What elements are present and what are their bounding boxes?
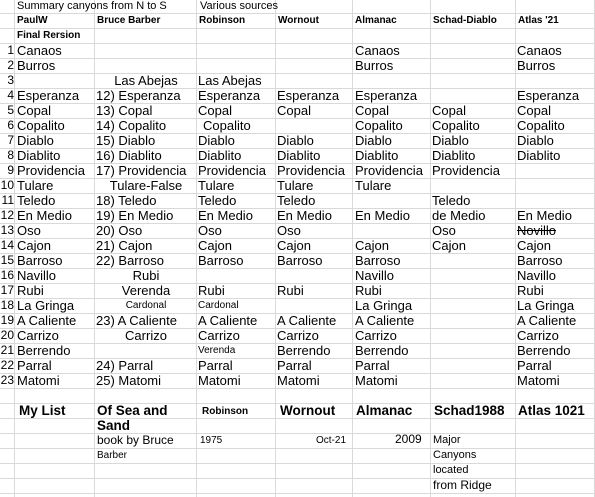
cell-r7-c6[interactable]: Diablo <box>432 133 469 148</box>
cell-r8-c1[interactable]: Diablito <box>17 148 61 163</box>
row-number[interactable]: 3 <box>7 73 14 87</box>
footer-my-list[interactable]: My List <box>19 403 66 418</box>
footer-almanac[interactable]: Almanac <box>356 403 413 418</box>
cell-r4-c3[interactable]: Esperanza <box>198 88 261 103</box>
cell-r10-c4[interactable]: Tulare <box>277 178 314 193</box>
gridline <box>0 268 595 269</box>
cell-r5-c7[interactable]: Copal <box>517 103 551 118</box>
header-almanac[interactable]: Almanac <box>355 15 397 26</box>
header-wornout[interactable]: Wornout <box>278 15 319 26</box>
cell-r19-c7[interactable]: A Caliente <box>517 313 577 328</box>
footer-schad-canyons[interactable]: Canyons <box>433 449 477 461</box>
cell-r14-c4[interactable]: Cajon <box>277 238 311 253</box>
gridline <box>515 0 516 497</box>
cell-r8-c3[interactable]: Diablito <box>198 148 242 163</box>
footer-wornout-date[interactable]: Oct-21 <box>316 435 347 446</box>
cell-r19-c2[interactable]: 23) A Caliente <box>96 313 177 328</box>
cell-r15-c4[interactable]: Barroso <box>277 253 323 268</box>
header-robinson[interactable]: Robinson <box>199 15 246 26</box>
cell-r4-c1[interactable]: Esperanza <box>17 88 80 103</box>
cell-r2-c7[interactable]: Burros <box>517 58 556 73</box>
cell-r11-c4[interactable]: Teledo <box>277 193 316 208</box>
gridline <box>196 0 197 497</box>
cell-r20-c7[interactable]: Carrizo <box>517 328 559 343</box>
cell-r13-c3[interactable]: Oso <box>198 223 222 238</box>
row-number[interactable]: 23 <box>0 373 14 387</box>
cell-r5-c1[interactable]: Copal <box>17 103 51 118</box>
cell-r6-c5[interactable]: Copalito <box>355 118 403 133</box>
gridline <box>14 0 15 497</box>
cell-r21-c4[interactable]: Berrendo <box>277 343 331 358</box>
row-number[interactable]: 13 <box>0 223 14 237</box>
cell-r2-c5[interactable]: Burros <box>355 58 394 73</box>
cell-r3-c2[interactable]: Las Abejas <box>114 73 178 88</box>
gridline <box>430 0 431 497</box>
cell-r4-c5[interactable]: Esperanza <box>355 88 418 103</box>
gridline <box>0 118 595 119</box>
various-sources-cell[interactable]: Various sources <box>200 0 279 12</box>
row-number[interactable]: 14 <box>0 238 14 252</box>
gridline <box>352 0 353 497</box>
cell-r9-c1[interactable]: Providencia <box>17 163 85 178</box>
cell-r7-c7[interactable]: Diablo <box>517 133 554 148</box>
cell-r15-c2[interactable]: 22) Barroso <box>96 253 164 268</box>
cell-r10-c5[interactable]: Tulare <box>355 178 392 193</box>
cell-r17-c7[interactable]: Rubi <box>517 283 544 298</box>
cell-r18-c1[interactable]: La Gringa <box>17 298 75 313</box>
cell-r14-c5[interactable]: Cajon <box>355 238 389 253</box>
footer-almanac-year[interactable]: 2009 <box>395 432 422 446</box>
cell-r21-c5[interactable]: Berrendo <box>355 343 409 358</box>
cell-r23-c4[interactable]: Matomi <box>277 373 320 388</box>
cell-r5-c5[interactable]: Copal <box>355 103 389 118</box>
cell-r22-c5[interactable]: Parral <box>355 358 390 373</box>
cell-r9-c3[interactable]: Providencia <box>198 163 266 178</box>
header-paulw[interactable]: PaulW <box>17 15 48 26</box>
cell-r7-c3[interactable]: Diablo <box>198 133 235 148</box>
cell-r21-c7[interactable]: Berrendo <box>517 343 571 358</box>
footer-sand[interactable]: Sand <box>97 418 131 433</box>
row-number[interactable]: 17 <box>0 283 14 297</box>
footer-robinson[interactable]: Robinson <box>202 406 249 417</box>
row-number[interactable]: 21 <box>0 343 14 357</box>
cell-r4-c2[interactable]: 12) Esperanza <box>96 88 181 103</box>
cell-r10-c2[interactable]: Tulare-False <box>109 178 183 193</box>
cell-r18-c7[interactable]: La Gringa <box>517 298 575 313</box>
footer-schad1988[interactable]: Schad1988 <box>434 403 505 418</box>
cell-r22-c3[interactable]: Parral <box>198 358 233 373</box>
cell-r22-c2[interactable]: 24) Parral <box>96 358 154 373</box>
cell-r15-c7[interactable]: Barroso <box>517 253 563 268</box>
cell-r5-c6[interactable]: Copal <box>432 103 466 118</box>
header-atlas-21[interactable]: Atlas '21 <box>518 15 559 26</box>
cell-r12-c3[interactable]: En Medio <box>198 208 253 223</box>
gridline <box>0 448 595 449</box>
cell-r9-c6[interactable]: Providencia <box>432 163 500 178</box>
gridline <box>0 58 595 59</box>
row-number[interactable]: 11 <box>1 193 14 207</box>
cell-r6-c2[interactable]: 14) Copalito <box>96 118 167 133</box>
cell-r12-c6[interactable]: de Medio <box>432 208 486 223</box>
cell-r5-c4[interactable]: Copal <box>277 103 311 118</box>
header-bruce-barber[interactable]: Bruce Barber <box>97 15 161 26</box>
cell-r11-c6[interactable]: Teledo <box>432 193 471 208</box>
cell-r19-c3[interactable]: A Caliente <box>198 313 258 328</box>
cell-r23-c7[interactable]: Matomi <box>517 373 560 388</box>
row-number[interactable]: 15 <box>0 253 14 267</box>
row-number[interactable]: 6 <box>7 118 14 132</box>
cell-r16-c7[interactable]: Navillo <box>517 268 557 283</box>
cell-r9-c5[interactable]: Providencia <box>355 163 423 178</box>
cell-r13-c4[interactable]: Oso <box>277 223 301 238</box>
cell-r23-c5[interactable]: Matomi <box>355 373 398 388</box>
cell-r1-c1[interactable]: Canaos <box>17 43 62 58</box>
cell-r11-c3[interactable]: Teledo <box>198 193 237 208</box>
row-number[interactable]: 8 <box>7 148 14 162</box>
row-number[interactable]: 5 <box>7 103 14 117</box>
cell-r7-c1[interactable]: Diablo <box>17 133 54 148</box>
cell-r19-c5[interactable]: A Caliente <box>355 313 415 328</box>
footer-atlas-1021[interactable]: Atlas 1021 <box>518 403 585 418</box>
cell-r2-c1[interactable]: Burros <box>17 58 56 73</box>
gridline <box>0 418 595 419</box>
cell-r20-c3[interactable]: Carrizo <box>198 328 240 343</box>
cell-r5-c2[interactable]: 13) Copal <box>96 103 153 118</box>
cell-r17-c4[interactable]: Rubi <box>277 283 304 298</box>
cell-r17-c3[interactable]: Rubi <box>198 283 225 298</box>
gridline <box>0 463 595 464</box>
footer-wornout[interactable]: Wornout <box>280 403 336 418</box>
cell-r8-c6[interactable]: Diablito <box>432 148 476 163</box>
cell-r11-c1[interactable]: Teledo <box>17 193 56 208</box>
cell-r12-c1[interactable]: En Medio <box>17 208 72 223</box>
cell-r10-c3[interactable]: Tulare <box>198 178 235 193</box>
cell-r14-c2[interactable]: 21) Cajon <box>96 238 153 253</box>
gridline <box>0 43 595 44</box>
cell-r19-c1[interactable]: A Caliente <box>17 313 77 328</box>
cell-r13-c6[interactable]: Oso <box>432 223 456 238</box>
cell-r21-c1[interactable]: Berrendo <box>17 343 71 358</box>
cell-r1-c5[interactable]: Canaos <box>355 43 400 58</box>
cell-r20-c5[interactable]: Carrizo <box>355 328 397 343</box>
cell-r23-c2[interactable]: 25) Matomi <box>96 373 162 388</box>
header-schad-diablo[interactable]: Schad-Diablo <box>433 15 497 26</box>
cell-r23-c1[interactable]: Matomi <box>17 373 60 388</box>
row-number[interactable]: 1 <box>7 43 14 57</box>
cell-r12-c2[interactable]: 19) En Medio <box>96 208 174 223</box>
footer-schad-major[interactable]: Major <box>433 434 461 446</box>
cell-r20-c1[interactable]: Carrizo <box>17 328 59 343</box>
footer-barber[interactable]: Barber <box>97 450 128 461</box>
cell-r13-c7[interactable]: Novillo <box>517 223 557 238</box>
cell-r18-c2[interactable]: Cardonal <box>125 300 167 311</box>
cell-r15-c5[interactable]: Barroso <box>355 253 401 268</box>
cell-r12-c7[interactable]: En Medio <box>517 208 572 223</box>
gridline <box>0 433 595 434</box>
cell-r23-c3[interactable]: Matomi <box>198 373 241 388</box>
gridline <box>0 28 595 29</box>
cell-r18-c3[interactable]: Cardonal <box>198 300 239 311</box>
cell-r14-c6[interactable]: Cajon <box>432 238 466 253</box>
cell-r14-c3[interactable]: Cajon <box>198 238 232 253</box>
footer-book-by-bruce[interactable]: book by Bruce <box>97 433 174 447</box>
gridline <box>0 493 595 494</box>
cell-r5-c3[interactable]: Copal <box>198 103 232 118</box>
cell-r14-c1[interactable]: Cajon <box>17 238 51 253</box>
gridline <box>275 0 276 497</box>
cell-r20-c4[interactable]: Carrizo <box>277 328 319 343</box>
cell-r11-c2[interactable]: 18) Teledo <box>96 193 157 208</box>
cell-r9-c4[interactable]: Providencia <box>277 163 345 178</box>
row-number[interactable]: 10 <box>0 178 14 192</box>
cell-r3-c3[interactable]: Las Abejas <box>198 73 262 88</box>
footer-robinson-year[interactable]: 1975 <box>200 435 223 446</box>
gridline <box>0 298 595 299</box>
cell-r1-c7[interactable]: Canaos <box>517 43 562 58</box>
gridline <box>0 478 595 479</box>
cell-r16-c5[interactable]: Navillo <box>355 268 395 283</box>
summary-cell[interactable]: Summary canyons from N to S <box>17 0 167 12</box>
cell-r6-c3[interactable]: Copalito <box>203 118 251 133</box>
gridline <box>94 0 95 497</box>
row-number[interactable]: 2 <box>7 58 14 72</box>
cell-r7-c4[interactable]: Diablo <box>277 133 314 148</box>
cell-r19-c4[interactable]: A Caliente <box>277 313 337 328</box>
footer-schad-from-ridge[interactable]: from Ridge <box>433 478 492 492</box>
cell-r8-c7[interactable]: Diablito <box>517 148 561 163</box>
cell-r15-c1[interactable]: Barroso <box>17 253 63 268</box>
cell-r6-c6[interactable]: Copalito <box>432 118 480 133</box>
cell-r12-c5[interactable]: En Medio <box>355 208 410 223</box>
row-number[interactable]: 12 <box>0 208 14 222</box>
cell-r6-c1[interactable]: Copalito <box>17 118 65 133</box>
footer-of-sea-and[interactable]: Of Sea and <box>97 403 168 418</box>
row-number[interactable]: 22 <box>0 358 14 372</box>
cell-r8-c4[interactable]: Diablito <box>277 148 321 163</box>
cell-r7-c5[interactable]: Diablo <box>355 133 392 148</box>
final-version-cell[interactable]: Final Rersion <box>17 30 81 41</box>
cell-r13-c2[interactable]: 20) Oso <box>96 223 143 238</box>
cell-r4-c4[interactable]: Esperanza <box>277 88 340 103</box>
cell-r16-c2[interactable]: Rubi <box>132 268 160 283</box>
footer-schad-located[interactable]: located <box>433 464 469 476</box>
cell-r6-c7[interactable]: Copalito <box>517 118 565 133</box>
gridline <box>0 73 595 74</box>
cell-r14-c7[interactable]: Cajon <box>517 238 551 253</box>
cell-r22-c7[interactable]: Parral <box>517 358 552 373</box>
cell-r10-c1[interactable]: Tulare <box>17 178 54 193</box>
cell-r20-c2[interactable]: Carrizo <box>125 328 167 343</box>
cell-r21-c3[interactable]: Verenda <box>198 345 236 356</box>
row-number[interactable]: 18 <box>0 298 14 312</box>
row-number[interactable]: 9 <box>7 163 14 177</box>
cell-r22-c4[interactable]: Parral <box>277 358 312 373</box>
cell-r13-c1[interactable]: Oso <box>17 223 41 238</box>
row-number[interactable]: 16 <box>0 268 14 282</box>
cell-r15-c3[interactable]: Barroso <box>198 253 244 268</box>
cell-r18-c5[interactable]: La Gringa <box>355 298 413 313</box>
cell-r8-c5[interactable]: Diablito <box>355 148 399 163</box>
cell-r17-c5[interactable]: Rubi <box>355 283 382 298</box>
cell-r4-c7[interactable]: Esperanza <box>517 88 580 103</box>
cell-r9-c2[interactable]: 17) Providencia <box>96 163 187 178</box>
cell-r17-c1[interactable]: Rubi <box>17 283 44 298</box>
cell-r8-c2[interactable]: 16) Diablito <box>96 148 162 163</box>
row-number[interactable]: 7 <box>7 133 14 147</box>
cell-r12-c4[interactable]: En Medio <box>277 208 332 223</box>
row-number[interactable]: 4 <box>7 88 14 102</box>
cell-r22-c1[interactable]: Parral <box>17 358 52 373</box>
gridline <box>0 388 595 389</box>
cell-r7-c2[interactable]: 15) Diablo <box>96 133 156 148</box>
row-number[interactable]: 19 <box>0 313 14 327</box>
row-number[interactable]: 20 <box>0 328 14 342</box>
cell-r17-c2[interactable]: Verenda <box>121 283 171 298</box>
cell-r16-c1[interactable]: Navillo <box>17 268 57 283</box>
